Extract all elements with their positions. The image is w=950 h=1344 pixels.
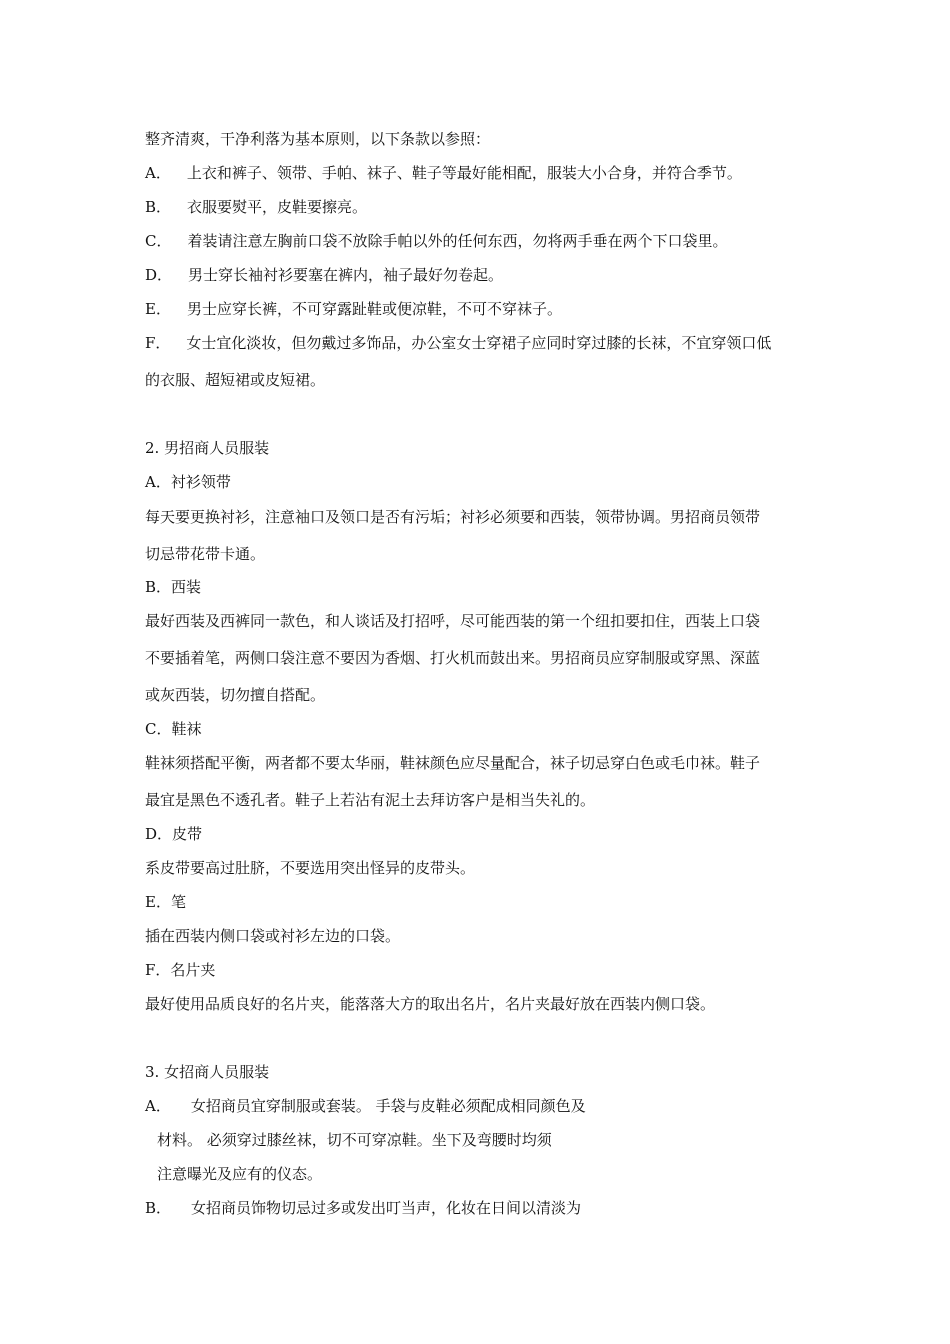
section-2-c-title: C．鞋袜	[145, 720, 202, 738]
paragraph-line: 插在西装内侧口袋或衬衫左边的口袋。	[145, 927, 401, 945]
paragraph-line: 或灰西装，切勿擅自搭配。	[145, 686, 326, 704]
item-marker: A．	[145, 164, 171, 182]
item-marker: C．	[145, 232, 172, 250]
paragraph-line: 每天要更换衬衫，注意袖口及领口是否有污垢；衬衫必须要和西装，领带协调。男招商员领带	[145, 508, 761, 526]
item-text: 女士宜化淡妆，但勿戴过多饰品，办公室女士穿裙子应同时穿过膝的长袜，不宜穿领口低	[186, 334, 772, 352]
section-2-b-title: B．西装	[145, 578, 202, 596]
general-item-f-continuation: 的衣服、超短裙或皮短裙。	[145, 371, 326, 389]
section-3-item-a	[145, 1096, 586, 1116]
general-item-e	[145, 299, 562, 319]
item-marker: B．	[145, 198, 172, 216]
paragraph-line: 注意曝光及应有的仪态。	[157, 1165, 323, 1183]
section-2-f-title: F．名片夹	[145, 961, 216, 979]
section-3-heading: 3. 女招商人员服装	[145, 1063, 270, 1081]
paragraph-line: 切忌带花带卡通。	[145, 545, 266, 563]
paragraph-line: 不要插着笔，两侧口袋注意不要因为香烟、打火机而鼓出来。男招商员应穿制服或穿黑、深蓝	[145, 649, 761, 667]
paragraph-line: 最好西装及西裤同一款色，和人谈话及打招呼，尽可能西装的第一个纽扣要扣住，西装上口袋	[145, 612, 761, 630]
section-2-a-title: A．衬衫领带	[145, 473, 231, 491]
general-item-a	[145, 163, 742, 183]
general-item-c	[145, 231, 728, 251]
item-text: 衣服要熨平，皮鞋要擦亮。	[187, 198, 368, 216]
item-text: 着装请注意左胸前口袋不放除手帕以外的任何东西，勿将两手垂在两个下口袋里。	[187, 232, 728, 250]
paragraph-line: 鞋袜须搭配平衡，两者都不要太华丽，鞋袜颜色应尽量配合，袜子切忌穿白色或毛巾袜。鞋子	[145, 754, 761, 772]
item-text: 女招商员宜穿制服或套装。 手袋与皮鞋必须配成相同颜色及	[190, 1097, 586, 1115]
section-2-heading: 2. 男招商人员服装	[145, 439, 270, 457]
item-marker: A．	[145, 1097, 171, 1115]
section-2-d-title: D．皮带	[145, 825, 203, 843]
item-marker: B．	[145, 1199, 172, 1217]
intro-text: 整齐清爽，干净利落为基本原则，以下条款以参照：	[145, 130, 491, 148]
section-2-e-title: E．笔	[145, 893, 186, 911]
item-marker: E．	[145, 300, 171, 318]
item-text: 上衣和裤子、领带、手帕、袜子、鞋子等最好能相配，服装大小合身，并符合季节。	[186, 164, 742, 182]
paragraph-line: 最好使用品质良好的名片夹，能落落大方的取出名片，名片夹最好放在西装内侧口袋。	[145, 995, 716, 1013]
paragraph-line: 最宜是黑色不透孔者。鞋子上若沾有泥土去拜访客户是相当失礼的。	[145, 791, 596, 809]
item-marker: D．	[145, 266, 173, 284]
general-item-f	[145, 333, 771, 353]
general-item-b	[145, 197, 367, 217]
item-text: 男士穿长袖衬衫要塞在裤内，袖子最好勿卷起。	[188, 266, 504, 284]
section-3-item-b	[145, 1198, 581, 1218]
general-item-d	[145, 265, 503, 285]
item-text: 女招商员饰物切忌过多或发出叮当声，化妆在日间以清淡为	[191, 1199, 582, 1217]
item-text: 男士应穿长裤，不可穿露趾鞋或便凉鞋，不可不穿袜子。	[186, 300, 562, 318]
paragraph-line: 材料。 必须穿过膝丝袜，切不可穿凉鞋。坐下及弯腰时均须	[157, 1131, 552, 1149]
paragraph-line: 系皮带要高过肚脐，不要选用突出怪异的皮带头。	[145, 859, 476, 877]
item-marker: F．	[145, 334, 171, 352]
